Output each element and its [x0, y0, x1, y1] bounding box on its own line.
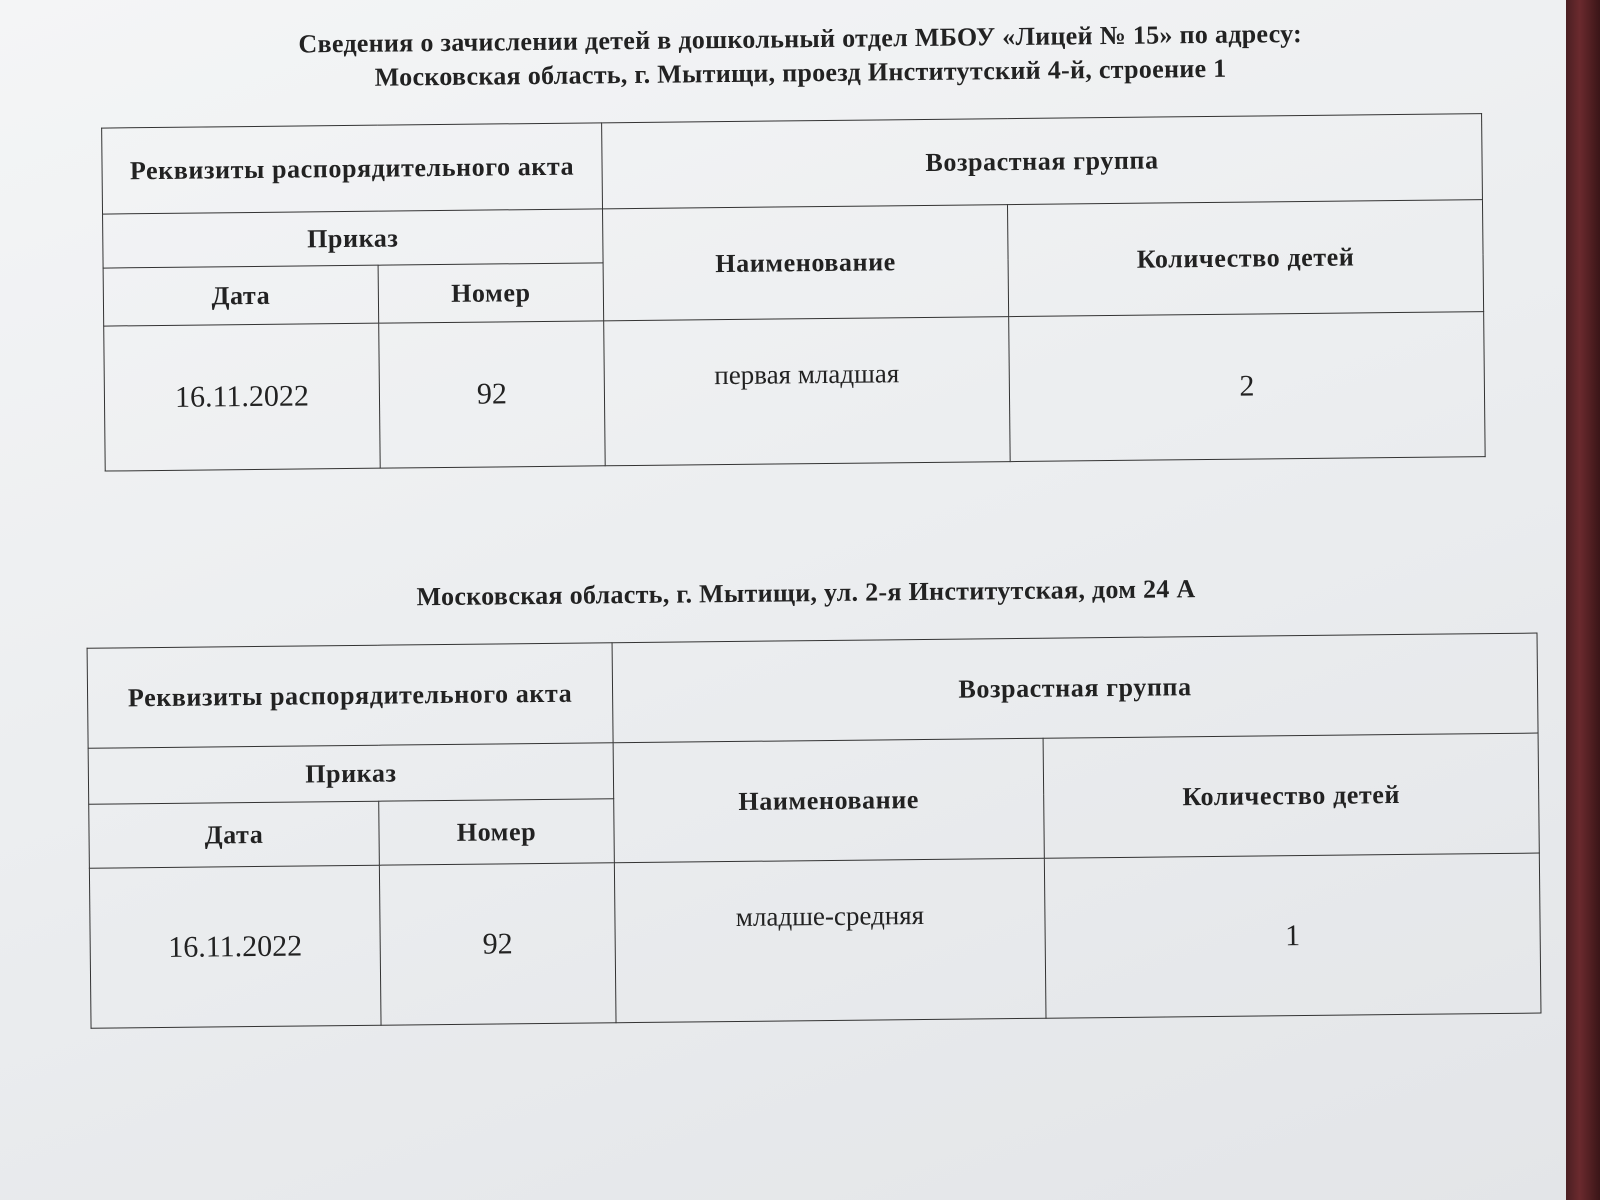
document [60, 5, 1550, 1029]
order-number-cell: 92 [379, 863, 616, 1025]
order-date-cell: 16.11.2022 [89, 865, 381, 1028]
order-date-cell: 16.11.2022 [104, 323, 381, 471]
date-header: Дата [103, 265, 379, 326]
requisites-header: Реквизиты распорядительного акта [87, 643, 613, 748]
folder-edge [1566, 0, 1600, 1200]
title-line-2: Московская область, г. Мытищи, проезд Институтский 4-й, строение 1 [374, 53, 1227, 92]
enrollment-table-1 [101, 113, 1486, 471]
children-count-header: Количество детей [1043, 733, 1539, 858]
requisites-header: Реквизиты распорядительного акта [102, 123, 603, 214]
name-header: Наименование [613, 738, 1044, 862]
age-group-header: Возрастная группа [612, 633, 1538, 743]
title-line-1: Сведения о зачислении детей в дошкольный отдел МБОУ «Лицей № 15» по адресу: [298, 18, 1303, 59]
group-name-cell: младше-средняя [614, 858, 1046, 1022]
children-count-cell: 1 [1044, 853, 1541, 1018]
number-header: Номер [379, 799, 615, 865]
age-group-header: Возрастная группа [602, 114, 1483, 209]
order-number-cell: 92 [379, 321, 606, 468]
children-count-header: Количество детей [1007, 200, 1483, 317]
number-header: Номер [378, 263, 604, 323]
second-address: Московская область, г. Мытищи, ул. 2-я Институтская, дом 24 А [416, 574, 1196, 612]
children-count-cell: 2 [1009, 312, 1486, 462]
group-name-cell: первая младшая [604, 317, 1010, 466]
order-header: Приказ [103, 209, 604, 268]
date-header: Дата [89, 801, 380, 868]
enrollment-table-2 [87, 633, 1542, 1029]
name-header: Наименование [603, 205, 1009, 321]
document-title [60, 15, 1541, 98]
order-header: Приказ [88, 743, 614, 804]
